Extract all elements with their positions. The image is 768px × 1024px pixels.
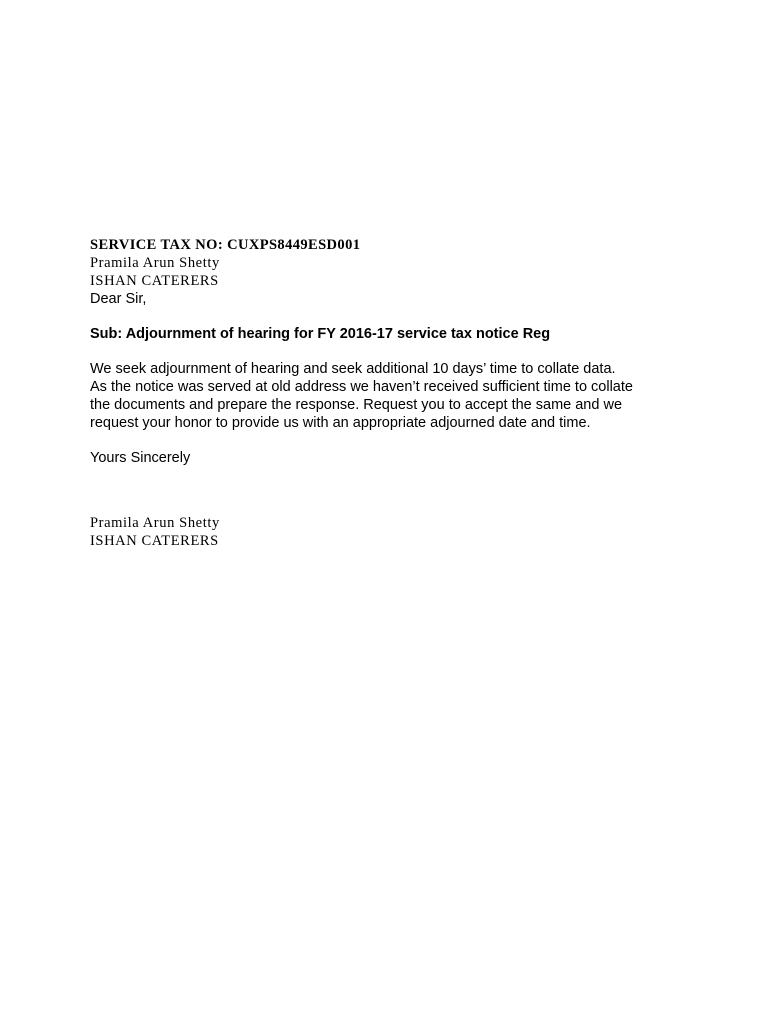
salutation: Dear Sir, xyxy=(90,291,147,307)
body-line: As the notice was served at old address we haven’t received sufficient time to collate xyxy=(90,379,633,395)
service-tax-number: SERVICE TAX NO: CUXPS8449ESD001 xyxy=(90,237,361,253)
letter-body xyxy=(90,236,690,550)
sender-company: ISHAN CATERERS xyxy=(90,273,219,289)
sender-name: Pramila Arun Shetty xyxy=(90,255,220,271)
spacer xyxy=(90,467,690,514)
body-line: We seek adjournment of hearing and seek additional 10 days’ time to collate data. xyxy=(90,361,616,377)
signature-name: Pramila Arun Shetty xyxy=(90,515,220,531)
body-line: request your honor to provide us with an appropriate adjourned date and time. xyxy=(90,415,591,431)
signature-company: ISHAN CATERERS xyxy=(90,533,219,549)
body-line: the documents and prepare the response. Request you to accept the same and we xyxy=(90,397,623,413)
spacer xyxy=(90,432,690,449)
closing: Yours Sincerely xyxy=(90,450,191,466)
body-paragraph xyxy=(90,360,690,432)
spacer xyxy=(90,308,690,325)
spacer xyxy=(90,343,690,360)
subject-line: Sub: Adjournment of hearing for FY 2016-17 service tax notice Reg xyxy=(90,326,551,342)
